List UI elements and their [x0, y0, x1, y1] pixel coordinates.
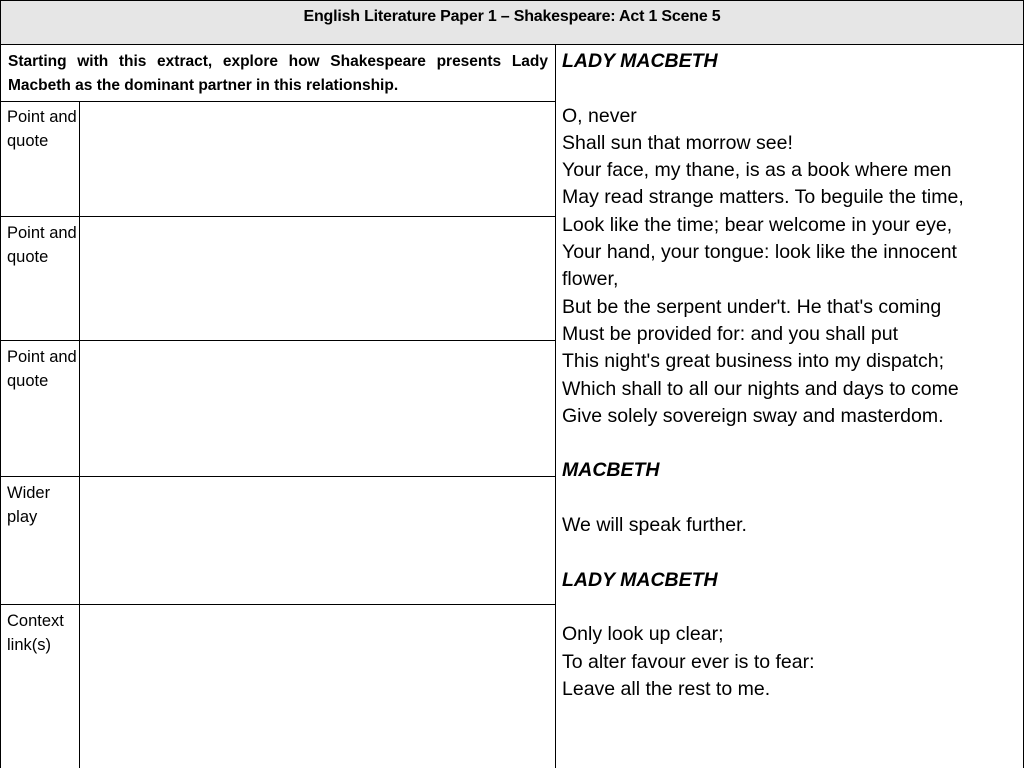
- answer-cell-wider-play[interactable]: [80, 477, 555, 604]
- question-text: Starting with this extract, explore how Shakespeare presents Lady Macbeth as the dominant partner in this relationship.: [8, 53, 548, 94]
- answer-cell-point-1[interactable]: [80, 101, 555, 216]
- extract-line: Give solely sovereign sway and masterdom.: [562, 404, 944, 427]
- question-box: [0, 45, 556, 102]
- extract-line: But be the serpent under't. He that's coming: [562, 295, 942, 318]
- answer-row-wider-play: [0, 477, 556, 605]
- extract-line: To alter favour ever is to fear:: [562, 650, 815, 673]
- extract-blank: [562, 594, 1023, 621]
- row-label: Context link(s): [7, 612, 64, 654]
- extract-blank: [562, 539, 1023, 566]
- speaker-name: LADY MACBETH: [562, 50, 718, 72]
- page-title: English Literature Paper 1 – Shakespeare: Act 1 Scene 5: [303, 7, 721, 25]
- extract-line: Your face, my thane, is as a book where men: [562, 159, 952, 182]
- extract-line: Your hand, your tongue: look like the innocent: [562, 241, 957, 264]
- row-label-cell: [1, 605, 80, 768]
- extract-blank: [562, 485, 1023, 512]
- row-label-cell: [1, 217, 80, 340]
- row-label-cell: [1, 101, 80, 216]
- extract-blank: [562, 430, 1023, 457]
- extract-line: Shall sun that morrow see!: [562, 131, 793, 154]
- extract-line: Only look up clear;: [562, 623, 724, 646]
- extract-line: flower,: [562, 268, 619, 291]
- row-label-cell: [1, 477, 80, 604]
- speaker-name: MACBETH: [562, 459, 660, 482]
- extract-line: Which shall to all our nights and days to come: [562, 377, 959, 400]
- extract-blank: [562, 75, 1023, 102]
- extract-line: O, never: [562, 104, 637, 127]
- row-label: Point and quote: [7, 224, 77, 266]
- extract-line: We will speak further.: [562, 514, 747, 537]
- answer-row-context: [0, 605, 556, 768]
- row-label-cell: [1, 341, 80, 476]
- answer-row-point-3: [0, 341, 556, 477]
- row-label: Point and quote: [7, 348, 77, 390]
- extract-line: Must be provided for: and you shall put: [562, 322, 899, 345]
- extract-line: This night's great business into my dispatch;: [562, 350, 944, 373]
- answer-row-point-2: [0, 217, 556, 341]
- title-bar: [0, 0, 1024, 45]
- answer-cell-point-3[interactable]: [80, 341, 555, 476]
- answer-cell-context[interactable]: [80, 605, 555, 768]
- extract-panel: [555, 45, 1024, 768]
- row-label: Point and quote: [7, 108, 77, 150]
- extract-line: Leave all the rest to me.: [562, 677, 771, 700]
- answer-row-point-1: [0, 101, 556, 217]
- extract-line: Look like the time; bear welcome in your eye,: [562, 213, 953, 236]
- speaker-name: LADY MACBETH: [562, 568, 718, 591]
- extract-line: May read strange matters. To beguile the time,: [562, 186, 964, 209]
- answer-cell-point-2[interactable]: [80, 217, 555, 340]
- row-label: Wider play: [7, 484, 51, 526]
